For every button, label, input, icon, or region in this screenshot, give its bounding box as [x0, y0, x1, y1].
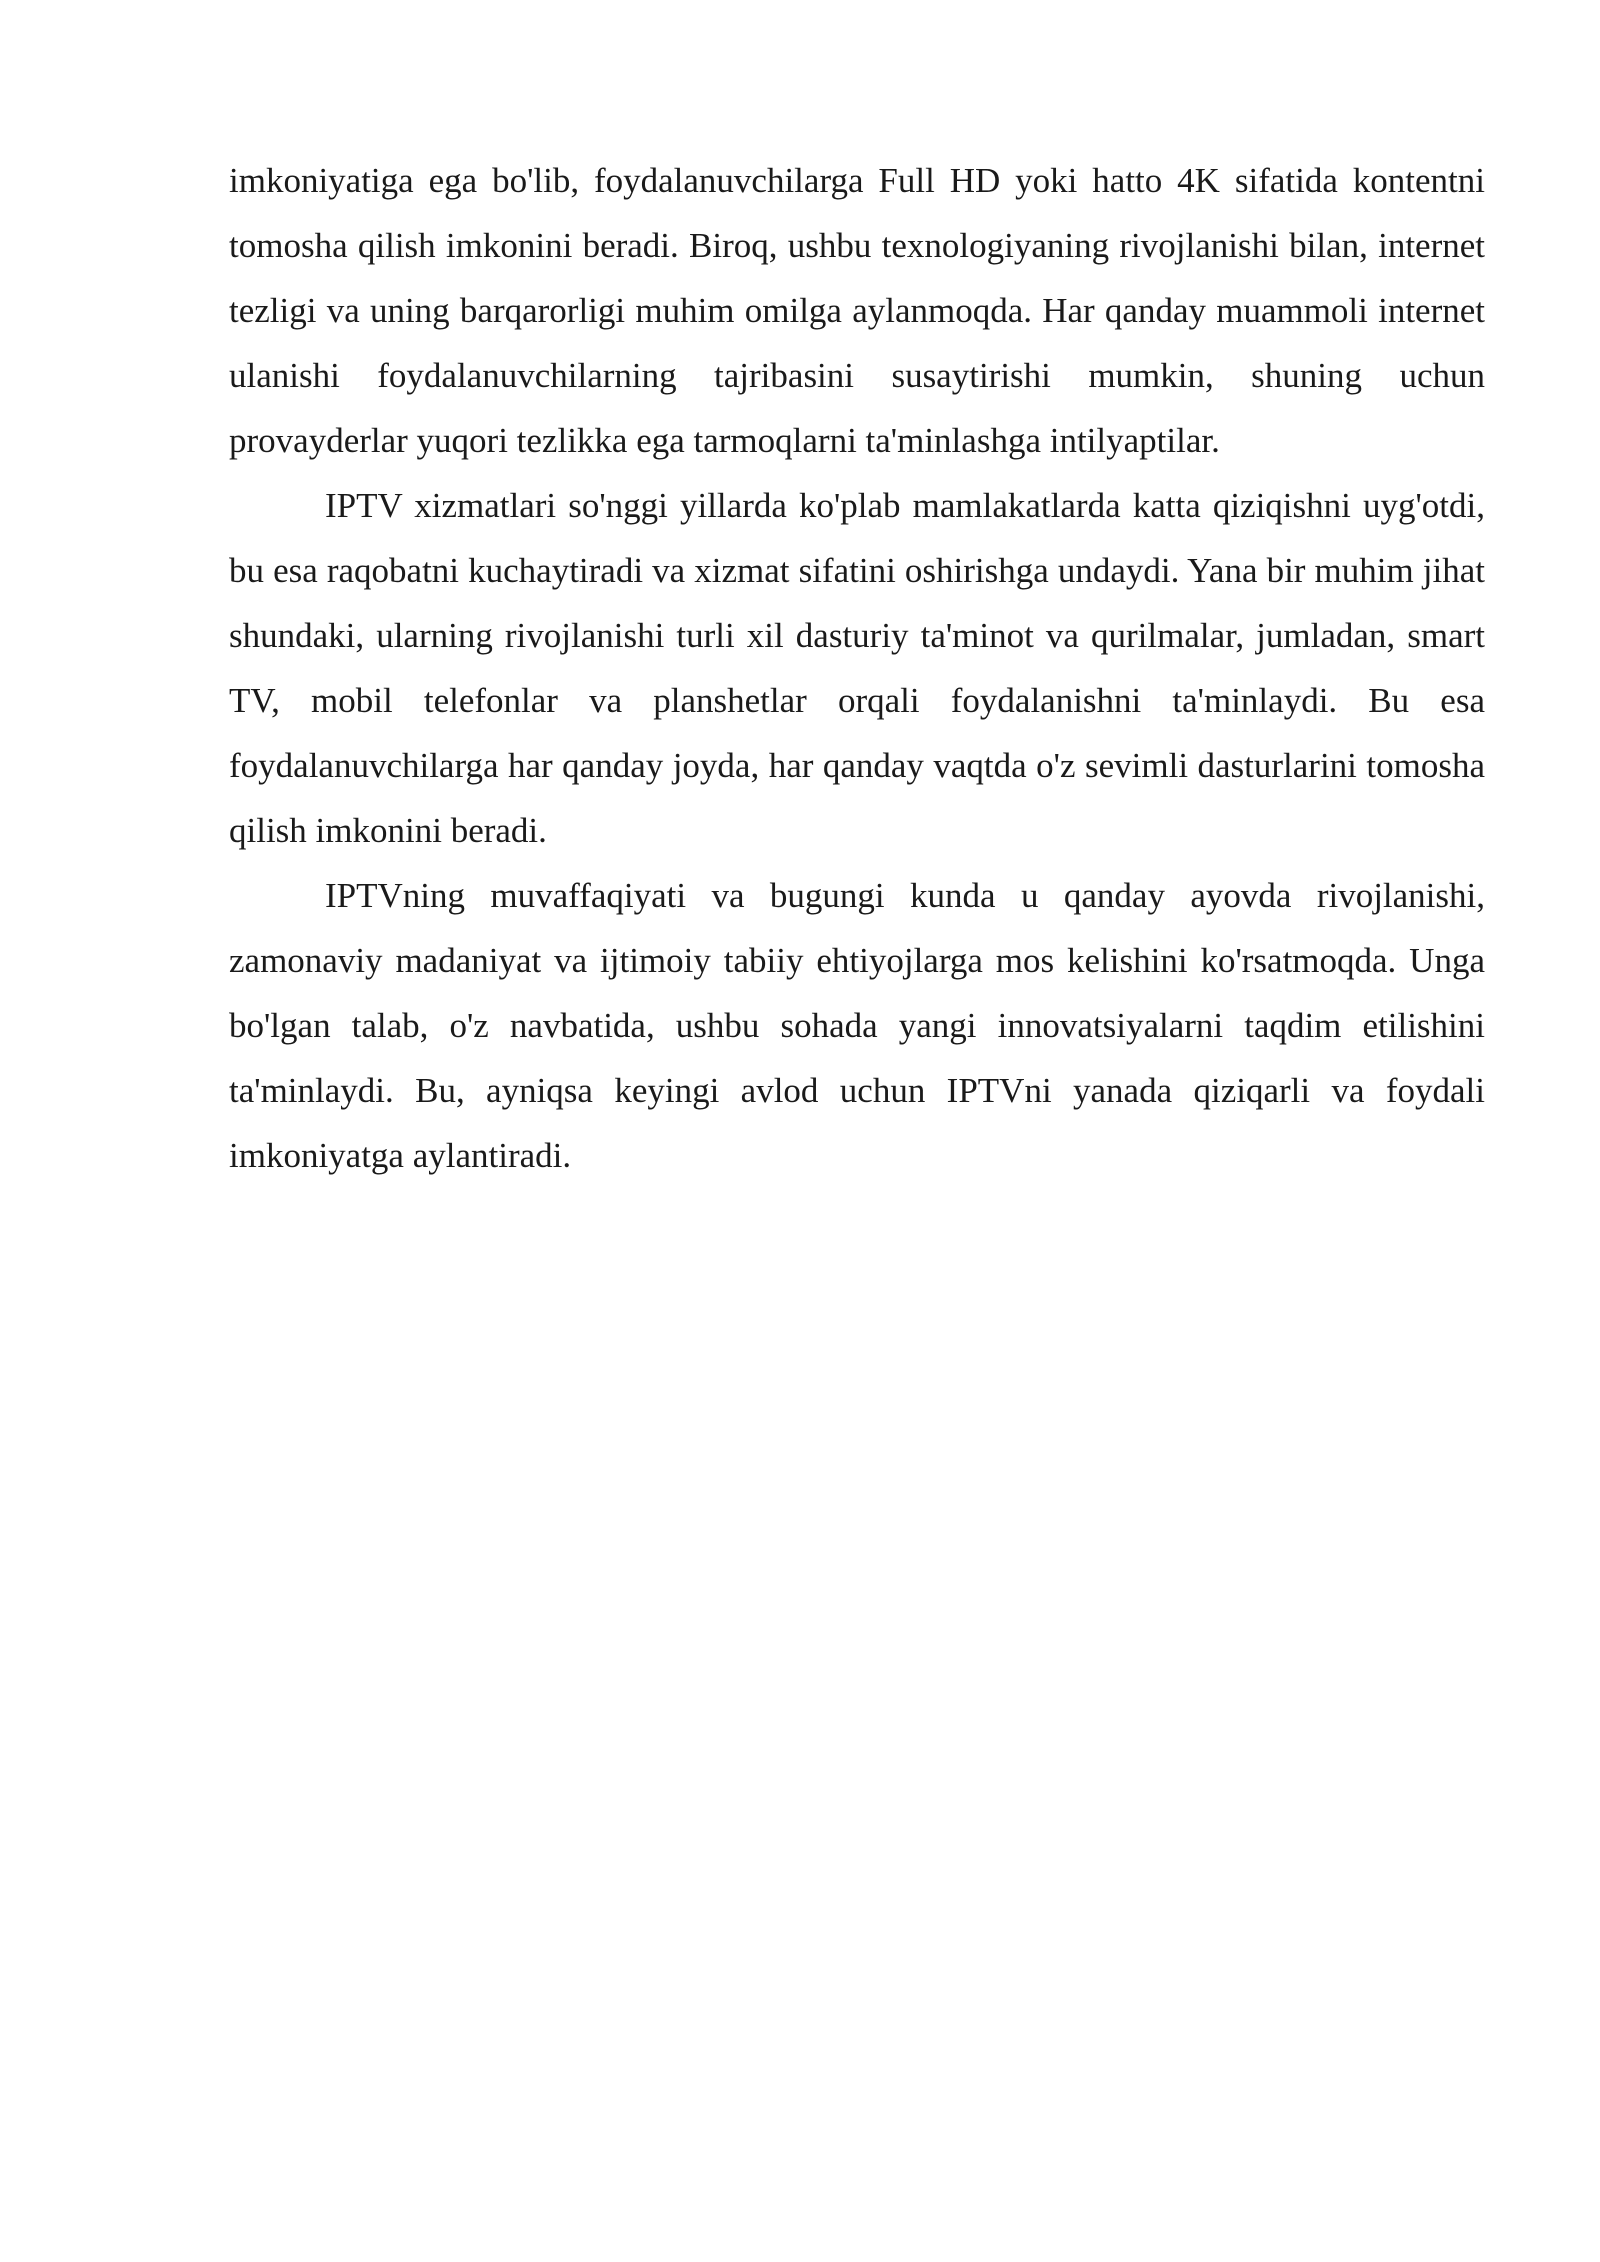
paragraph-continuation: imkoniyatiga ega bo'lib, foydalanuvchilarga Full HD yoki hatto 4K sifatida kontentni tomosha qilish imkonini beradi. Biroq, ushbu texnologiyaning rivojlanishi bilan, internet tezligi va uning barqarorligi muhim omilga aylanmoqda. Har qanday muammoli internet ulanishi foydalanuvchilarning tajribasini susaytirishi mumkin, shuning uchun provayderlar yuqori tezlikka ega tarmoqlarni ta'minlashga intilyaptilar. [229, 161, 1485, 460]
body-text [229, 148, 1485, 1188]
paragraph-iptv-services: IPTV xizmatlari so'nggi yillarda ko'plab mamlakatlarda katta qiziqishni uyg'otdi, bu esa raqobatni kuchaytiradi va xizmat sifatini oshirishga undaydi. Yana bir muhim jihat shundaki, ularning rivojlanishi turli xil dasturiy ta'minot va qurilmalar, jumladan, smart TV, mobil telefonlar va planshetlar orqali foydalanishni ta'minlaydi. Bu esa foydalanuvchilarga har qanday joyda, har qanday vaqtda o'z sevimli dasturlarini tomosha qilish imkonini beradi. [229, 486, 1485, 850]
paragraph-iptv-success: IPTVning muvaffaqiyati va bugungi kunda u qanday ayovda rivojlanishi, zamonaviy madaniyat va ijtimoiy tabiiy ehtiyojlarga mos kelishini ko'rsatmoqda. Unga bo'lgan talab, o'z navbatida, ushbu sohada yangi innovatsiyalarni taqdim etilishini ta'minlaydi. Bu, ayniqsa keyingi avlod uchun IPTVni yanada qiziqarli va foydali imkoniyatga aylantiradi. [229, 876, 1485, 1175]
